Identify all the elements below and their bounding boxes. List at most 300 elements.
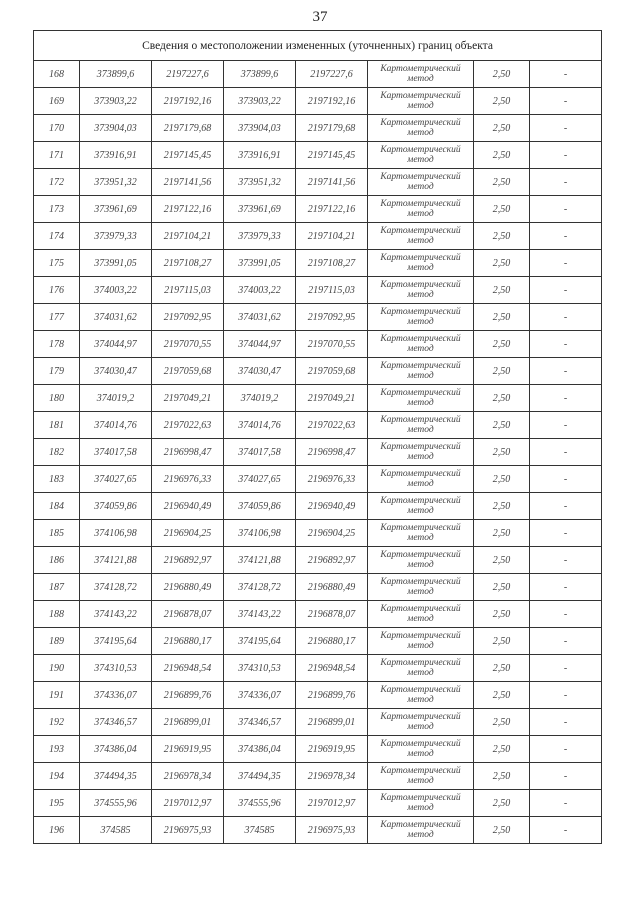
accuracy-cell: 2,50 xyxy=(474,196,530,223)
x-existing-cell: 374494,35 xyxy=(80,763,152,790)
method-line-2: метод xyxy=(407,695,434,705)
note-cell: - xyxy=(530,277,602,304)
method-cell xyxy=(368,439,474,466)
x-updated-cell: 374494,35 xyxy=(224,763,296,790)
y-existing-cell: 2197122,16 xyxy=(152,196,224,223)
x-existing-cell: 374017,58 xyxy=(80,439,152,466)
method-cell xyxy=(368,736,474,763)
y-updated-cell: 2197141,56 xyxy=(296,169,368,196)
accuracy-cell: 2,50 xyxy=(474,493,530,520)
boundary-coordinates-table xyxy=(33,30,602,844)
y-updated-cell: 2196976,33 xyxy=(296,466,368,493)
point-number-cell: 168 xyxy=(34,61,80,88)
y-updated-cell: 2197192,16 xyxy=(296,88,368,115)
method-cell xyxy=(368,250,474,277)
x-existing-cell: 373903,22 xyxy=(80,88,152,115)
x-updated-cell: 374003,22 xyxy=(224,277,296,304)
point-number-cell: 190 xyxy=(34,655,80,682)
accuracy-cell: 2,50 xyxy=(474,277,530,304)
note-cell: - xyxy=(530,574,602,601)
accuracy-cell: 2,50 xyxy=(474,682,530,709)
note-cell: - xyxy=(530,655,602,682)
x-updated-cell: 374014,76 xyxy=(224,412,296,439)
y-existing-cell: 2196878,07 xyxy=(152,601,224,628)
method-line-1: Картометрический xyxy=(380,199,461,209)
table-row xyxy=(34,439,602,466)
method-line-1: Картометрический xyxy=(380,820,461,830)
method-line-1: Картометрический xyxy=(380,631,461,641)
method-line-1: Картометрический xyxy=(380,415,461,425)
accuracy-cell: 2,50 xyxy=(474,574,530,601)
method-line-2: метод xyxy=(407,803,434,813)
x-existing-cell: 374128,72 xyxy=(80,574,152,601)
note-cell: - xyxy=(530,790,602,817)
table-row xyxy=(34,736,602,763)
method-line-2: метод xyxy=(407,749,434,759)
y-updated-cell: 2196880,49 xyxy=(296,574,368,601)
accuracy-cell: 2,50 xyxy=(474,601,530,628)
method-cell xyxy=(368,196,474,223)
page-number: 37 xyxy=(312,9,328,25)
x-existing-cell: 373991,05 xyxy=(80,250,152,277)
accuracy-cell: 2,50 xyxy=(474,223,530,250)
x-updated-cell: 374044,97 xyxy=(224,331,296,358)
point-number-cell: 186 xyxy=(34,547,80,574)
method-line-1: Картометрический xyxy=(380,766,461,776)
x-existing-cell: 374030,47 xyxy=(80,358,152,385)
point-number-cell: 171 xyxy=(34,142,80,169)
x-updated-cell: 374195,64 xyxy=(224,628,296,655)
method-line-2: метод xyxy=(407,614,434,624)
y-updated-cell: 2196948,54 xyxy=(296,655,368,682)
table-row xyxy=(34,331,602,358)
method-line-2: метод xyxy=(407,101,434,111)
method-line-2: метод xyxy=(407,506,434,516)
note-cell: - xyxy=(530,736,602,763)
point-number-cell: 170 xyxy=(34,115,80,142)
method-line-2: метод xyxy=(407,668,434,678)
accuracy-cell: 2,50 xyxy=(474,763,530,790)
x-updated-cell: 374017,58 xyxy=(224,439,296,466)
point-number-cell: 195 xyxy=(34,790,80,817)
method-cell xyxy=(368,169,474,196)
method-cell xyxy=(368,493,474,520)
point-number-cell: 181 xyxy=(34,412,80,439)
method-line-1: Картометрический xyxy=(380,523,461,533)
x-updated-cell: 373904,03 xyxy=(224,115,296,142)
y-existing-cell: 2196976,33 xyxy=(152,466,224,493)
accuracy-cell: 2,50 xyxy=(474,655,530,682)
method-line-1: Картометрический xyxy=(380,577,461,587)
x-existing-cell: 373961,69 xyxy=(80,196,152,223)
method-line-2: метод xyxy=(407,317,434,327)
y-existing-cell: 2196948,54 xyxy=(152,655,224,682)
x-existing-cell: 374346,57 xyxy=(80,709,152,736)
accuracy-cell: 2,50 xyxy=(474,466,530,493)
point-number-cell: 173 xyxy=(34,196,80,223)
method-line-2: метод xyxy=(407,371,434,381)
accuracy-cell: 2,50 xyxy=(474,817,530,844)
accuracy-cell: 2,50 xyxy=(474,88,530,115)
method-line-2: метод xyxy=(407,587,434,597)
method-line-2: метод xyxy=(407,425,434,435)
x-updated-cell: 373951,32 xyxy=(224,169,296,196)
method-line-2: метод xyxy=(407,398,434,408)
method-line-1: Картометрический xyxy=(380,280,461,290)
method-cell xyxy=(368,817,474,844)
y-updated-cell: 2196998,47 xyxy=(296,439,368,466)
note-cell: - xyxy=(530,709,602,736)
method-cell xyxy=(368,682,474,709)
y-updated-cell: 2197104,21 xyxy=(296,223,368,250)
accuracy-cell: 2,50 xyxy=(474,61,530,88)
x-updated-cell: 374128,72 xyxy=(224,574,296,601)
method-line-1: Картометрический xyxy=(380,442,461,452)
note-cell: - xyxy=(530,88,602,115)
x-updated-cell: 374030,47 xyxy=(224,358,296,385)
method-cell xyxy=(368,142,474,169)
method-line-1: Картометрический xyxy=(380,388,461,398)
y-existing-cell: 2197145,45 xyxy=(152,142,224,169)
method-line-1: Картометрический xyxy=(380,118,461,128)
table-row xyxy=(34,223,602,250)
note-cell: - xyxy=(530,196,602,223)
y-existing-cell: 2197104,21 xyxy=(152,223,224,250)
method-line-1: Картометрический xyxy=(380,64,461,74)
method-line-1: Картометрический xyxy=(380,712,461,722)
x-updated-cell: 374336,07 xyxy=(224,682,296,709)
x-existing-cell: 373979,33 xyxy=(80,223,152,250)
y-existing-cell: 2197227,6 xyxy=(152,61,224,88)
method-line-2: метод xyxy=(407,209,434,219)
method-cell xyxy=(368,385,474,412)
table-row xyxy=(34,250,602,277)
accuracy-cell: 2,50 xyxy=(474,547,530,574)
y-existing-cell: 2196880,49 xyxy=(152,574,224,601)
accuracy-cell: 2,50 xyxy=(474,169,530,196)
note-cell: - xyxy=(530,817,602,844)
method-line-2: метод xyxy=(407,263,434,273)
x-existing-cell: 374044,97 xyxy=(80,331,152,358)
y-existing-cell: 2196899,01 xyxy=(152,709,224,736)
x-existing-cell: 374031,62 xyxy=(80,304,152,331)
x-existing-cell: 373951,32 xyxy=(80,169,152,196)
note-cell: - xyxy=(530,169,602,196)
x-existing-cell: 373904,03 xyxy=(80,115,152,142)
accuracy-cell: 2,50 xyxy=(474,520,530,547)
y-updated-cell: 2196975,93 xyxy=(296,817,368,844)
method-line-2: метод xyxy=(407,830,434,840)
x-existing-cell: 374019,2 xyxy=(80,385,152,412)
x-updated-cell: 373899,6 xyxy=(224,61,296,88)
note-cell: - xyxy=(530,358,602,385)
y-updated-cell: 2196940,49 xyxy=(296,493,368,520)
method-line-1: Картометрический xyxy=(380,739,461,749)
y-updated-cell: 2196892,97 xyxy=(296,547,368,574)
table-title: Сведения о местоположении измененных (уточненных) границ объекта xyxy=(34,31,602,61)
point-number-cell: 193 xyxy=(34,736,80,763)
accuracy-cell: 2,50 xyxy=(474,115,530,142)
y-updated-cell: 2197092,95 xyxy=(296,304,368,331)
method-line-1: Картометрический xyxy=(380,550,461,560)
point-number-cell: 179 xyxy=(34,358,80,385)
x-updated-cell: 374310,53 xyxy=(224,655,296,682)
table-row xyxy=(34,358,602,385)
point-number-cell: 183 xyxy=(34,466,80,493)
x-existing-cell: 374310,53 xyxy=(80,655,152,682)
method-line-1: Картометрический xyxy=(380,145,461,155)
x-updated-cell: 373991,05 xyxy=(224,250,296,277)
x-updated-cell: 374143,22 xyxy=(224,601,296,628)
y-existing-cell: 2196975,93 xyxy=(152,817,224,844)
method-cell xyxy=(368,709,474,736)
method-cell xyxy=(368,520,474,547)
y-updated-cell: 2197070,55 xyxy=(296,331,368,358)
x-updated-cell: 374027,65 xyxy=(224,466,296,493)
table-row xyxy=(34,655,602,682)
method-line-1: Картометрический xyxy=(380,793,461,803)
accuracy-cell: 2,50 xyxy=(474,709,530,736)
method-line-2: метод xyxy=(407,344,434,354)
table-title-row xyxy=(34,31,602,61)
x-existing-cell: 374195,64 xyxy=(80,628,152,655)
table-row xyxy=(34,277,602,304)
method-line-1: Картометрический xyxy=(380,496,461,506)
x-updated-cell: 374386,04 xyxy=(224,736,296,763)
y-updated-cell: 2196899,01 xyxy=(296,709,368,736)
point-number-cell: 178 xyxy=(34,331,80,358)
point-number-cell: 169 xyxy=(34,88,80,115)
method-cell xyxy=(368,655,474,682)
x-existing-cell: 374585 xyxy=(80,817,152,844)
y-existing-cell: 2196892,97 xyxy=(152,547,224,574)
x-existing-cell: 374014,76 xyxy=(80,412,152,439)
table-row xyxy=(34,601,602,628)
method-cell xyxy=(368,223,474,250)
accuracy-cell: 2,50 xyxy=(474,385,530,412)
table-row xyxy=(34,466,602,493)
accuracy-cell: 2,50 xyxy=(474,250,530,277)
x-updated-cell: 374031,62 xyxy=(224,304,296,331)
y-existing-cell: 2197192,16 xyxy=(152,88,224,115)
method-cell xyxy=(368,88,474,115)
method-line-1: Картометрический xyxy=(380,685,461,695)
note-cell: - xyxy=(530,763,602,790)
note-cell: - xyxy=(530,601,602,628)
y-updated-cell: 2196899,76 xyxy=(296,682,368,709)
table-row xyxy=(34,142,602,169)
accuracy-cell: 2,50 xyxy=(474,331,530,358)
y-existing-cell: 2196998,47 xyxy=(152,439,224,466)
note-cell: - xyxy=(530,628,602,655)
y-existing-cell: 2197092,95 xyxy=(152,304,224,331)
method-cell xyxy=(368,763,474,790)
accuracy-cell: 2,50 xyxy=(474,358,530,385)
y-existing-cell: 2197022,63 xyxy=(152,412,224,439)
y-existing-cell: 2196919,95 xyxy=(152,736,224,763)
method-line-2: метод xyxy=(407,722,434,732)
x-updated-cell: 374059,86 xyxy=(224,493,296,520)
table-row xyxy=(34,763,602,790)
accuracy-cell: 2,50 xyxy=(474,790,530,817)
x-updated-cell: 374121,88 xyxy=(224,547,296,574)
point-number-cell: 188 xyxy=(34,601,80,628)
method-line-1: Картометрический xyxy=(380,604,461,614)
note-cell: - xyxy=(530,682,602,709)
x-updated-cell: 374555,96 xyxy=(224,790,296,817)
x-existing-cell: 373916,91 xyxy=(80,142,152,169)
y-updated-cell: 2196878,07 xyxy=(296,601,368,628)
y-updated-cell: 2196880,17 xyxy=(296,628,368,655)
method-cell xyxy=(368,412,474,439)
x-existing-cell: 374059,86 xyxy=(80,493,152,520)
table-row xyxy=(34,574,602,601)
method-line-2: метод xyxy=(407,776,434,786)
note-cell: - xyxy=(530,115,602,142)
method-cell xyxy=(368,61,474,88)
note-cell: - xyxy=(530,250,602,277)
y-existing-cell: 2196978,34 xyxy=(152,763,224,790)
method-line-1: Картометрический xyxy=(380,226,461,236)
y-updated-cell: 2196919,95 xyxy=(296,736,368,763)
point-number-cell: 196 xyxy=(34,817,80,844)
x-existing-cell: 374386,04 xyxy=(80,736,152,763)
note-cell: - xyxy=(530,493,602,520)
table-row xyxy=(34,412,602,439)
y-updated-cell: 2197108,27 xyxy=(296,250,368,277)
point-number-cell: 191 xyxy=(34,682,80,709)
note-cell: - xyxy=(530,142,602,169)
x-existing-cell: 374003,22 xyxy=(80,277,152,304)
table-row xyxy=(34,682,602,709)
x-existing-cell: 374143,22 xyxy=(80,601,152,628)
y-existing-cell: 2196940,49 xyxy=(152,493,224,520)
x-updated-cell: 373916,91 xyxy=(224,142,296,169)
y-existing-cell: 2196880,17 xyxy=(152,628,224,655)
method-cell xyxy=(368,115,474,142)
x-updated-cell: 374019,2 xyxy=(224,385,296,412)
method-line-2: метод xyxy=(407,533,434,543)
method-line-2: метод xyxy=(407,641,434,651)
method-line-2: метод xyxy=(407,74,434,84)
note-cell: - xyxy=(530,466,602,493)
method-line-2: метод xyxy=(407,155,434,165)
point-number-cell: 192 xyxy=(34,709,80,736)
method-line-2: метод xyxy=(407,479,434,489)
point-number-cell: 182 xyxy=(34,439,80,466)
accuracy-cell: 2,50 xyxy=(474,412,530,439)
point-number-cell: 189 xyxy=(34,628,80,655)
y-updated-cell: 2197049,21 xyxy=(296,385,368,412)
method-cell xyxy=(368,466,474,493)
y-updated-cell: 2197227,6 xyxy=(296,61,368,88)
note-cell: - xyxy=(530,331,602,358)
method-line-1: Картометрический xyxy=(380,307,461,317)
method-cell xyxy=(368,358,474,385)
method-cell xyxy=(368,277,474,304)
y-updated-cell: 2197012,97 xyxy=(296,790,368,817)
point-number-cell: 172 xyxy=(34,169,80,196)
table-row xyxy=(34,628,602,655)
x-updated-cell: 374346,57 xyxy=(224,709,296,736)
y-existing-cell: 2197070,55 xyxy=(152,331,224,358)
note-cell: - xyxy=(530,223,602,250)
table-row xyxy=(34,547,602,574)
y-existing-cell: 2196899,76 xyxy=(152,682,224,709)
y-existing-cell: 2197049,21 xyxy=(152,385,224,412)
note-cell: - xyxy=(530,61,602,88)
point-number-cell: 176 xyxy=(34,277,80,304)
table-row xyxy=(34,493,602,520)
note-cell: - xyxy=(530,439,602,466)
method-cell xyxy=(368,601,474,628)
accuracy-cell: 2,50 xyxy=(474,142,530,169)
table-body xyxy=(34,61,602,844)
x-updated-cell: 373903,22 xyxy=(224,88,296,115)
note-cell: - xyxy=(530,385,602,412)
x-existing-cell: 374336,07 xyxy=(80,682,152,709)
method-cell xyxy=(368,628,474,655)
y-updated-cell: 2197022,63 xyxy=(296,412,368,439)
table-row xyxy=(34,817,602,844)
x-existing-cell: 374555,96 xyxy=(80,790,152,817)
point-number-cell: 184 xyxy=(34,493,80,520)
point-number-cell: 180 xyxy=(34,385,80,412)
table-row xyxy=(34,709,602,736)
table-row xyxy=(34,169,602,196)
y-existing-cell: 2197115,03 xyxy=(152,277,224,304)
y-existing-cell: 2196904,25 xyxy=(152,520,224,547)
y-existing-cell: 2197179,68 xyxy=(152,115,224,142)
method-line-1: Картометрический xyxy=(380,361,461,371)
method-line-2: метод xyxy=(407,128,434,138)
table-row xyxy=(34,61,602,88)
y-existing-cell: 2197059,68 xyxy=(152,358,224,385)
note-cell: - xyxy=(530,412,602,439)
y-existing-cell: 2197012,97 xyxy=(152,790,224,817)
method-line-1: Картометрический xyxy=(380,334,461,344)
method-line-2: метод xyxy=(407,236,434,246)
method-line-2: метод xyxy=(407,560,434,570)
method-cell xyxy=(368,574,474,601)
table-row xyxy=(34,115,602,142)
method-line-1: Картометрический xyxy=(380,253,461,263)
accuracy-cell: 2,50 xyxy=(474,628,530,655)
x-existing-cell: 374121,88 xyxy=(80,547,152,574)
point-number-cell: 187 xyxy=(34,574,80,601)
method-cell xyxy=(368,304,474,331)
x-updated-cell: 374106,98 xyxy=(224,520,296,547)
point-number-cell: 194 xyxy=(34,763,80,790)
x-updated-cell: 373961,69 xyxy=(224,196,296,223)
method-line-1: Картометрический xyxy=(380,658,461,668)
method-line-1: Картометрический xyxy=(380,91,461,101)
y-updated-cell: 2197145,45 xyxy=(296,142,368,169)
y-updated-cell: 2197122,16 xyxy=(296,196,368,223)
accuracy-cell: 2,50 xyxy=(474,439,530,466)
method-cell xyxy=(368,790,474,817)
table-row xyxy=(34,304,602,331)
point-number-cell: 175 xyxy=(34,250,80,277)
x-updated-cell: 374585 xyxy=(224,817,296,844)
method-line-2: метод xyxy=(407,452,434,462)
note-cell: - xyxy=(530,547,602,574)
method-cell xyxy=(368,331,474,358)
point-number-cell: 177 xyxy=(34,304,80,331)
note-cell: - xyxy=(530,520,602,547)
method-line-2: метод xyxy=(407,182,434,192)
point-number-cell: 174 xyxy=(34,223,80,250)
